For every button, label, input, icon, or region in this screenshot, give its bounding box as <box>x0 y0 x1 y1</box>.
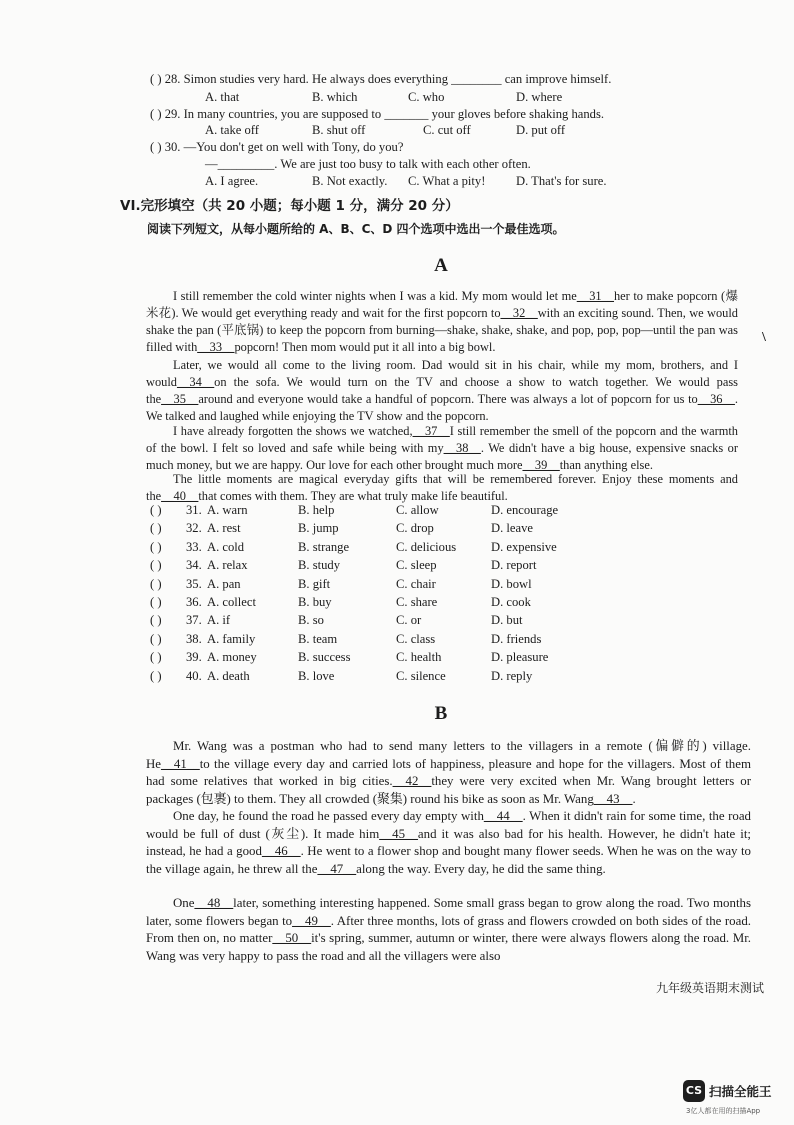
option-c[interactable]: C. or <box>396 613 422 628</box>
blank-33[interactable]: __33__ <box>197 339 235 354</box>
option-b[interactable]: B. gift <box>298 576 331 591</box>
option-d[interactable]: D. where <box>516 90 563 104</box>
question-number: 34. <box>186 558 202 573</box>
option-a[interactable]: A. take off <box>205 123 259 137</box>
option-b[interactable]: B. buy <box>298 594 332 609</box>
question-number: 28. <box>164 72 181 86</box>
question-number: 31. <box>186 503 202 517</box>
option-d[interactable]: D. leave <box>491 521 533 536</box>
option-b[interactable]: B. success <box>298 650 351 665</box>
blank-46[interactable]: __46__ <box>261 844 301 859</box>
question-number: 36. <box>186 594 202 609</box>
question-stem: Simon studies very hard. He always does everything ________ can improve himself. <box>183 72 612 86</box>
passage-b-paragraph-1: Mr. Wang was a postman who had to send many letters to the villagers in a remote (偏僻的) village. He__41__to the village every day and carried lots of happiness, pleasure and hope for the villagers. Most of them had some relatives that worked in big cities.__42__they were very excited when Mr. Wang brought letters or packages (包裹) to them. They all crowded (聚集) round his bike as soon as Mr. Wang__43__. <box>146 739 751 806</box>
question-number: 37. <box>186 613 202 628</box>
question-number: 32. <box>186 521 202 536</box>
answer-paren[interactable]: ( ) <box>150 503 162 517</box>
option-a[interactable]: A. money <box>207 650 257 665</box>
option-a[interactable]: A. if <box>207 613 231 628</box>
option-b[interactable]: B. shut off <box>312 123 366 137</box>
answer-paren[interactable]: ( ) <box>150 576 162 591</box>
option-a[interactable]: A. warn <box>207 503 248 517</box>
option-c[interactable]: C. health <box>396 650 442 665</box>
answer-paren[interactable]: ( ) <box>150 631 162 646</box>
choice-row-31 <box>150 503 610 521</box>
blank-43[interactable]: __43__ <box>593 791 633 806</box>
passage-a-paragraph-1: I still remember the cold winter nights when I was a kid. My mom would let me__31__her to make popcorn (爆米花). We would get everything ready and wait for the first popcorn to__32__with an exciting sound. Then, we would shake the pan (平底锅) to keep the popcorn from burning—shake, shake, shake, and pop, pop, pop—until the pan was filled with__33__popcorn! Then mom would put it all into a big bowl. <box>146 289 738 354</box>
answer-paren[interactable]: ( ) <box>150 668 162 683</box>
option-a[interactable]: A. family <box>207 631 256 646</box>
choice-row-34 <box>150 558 610 576</box>
question-number: 29. <box>164 107 181 121</box>
passage-b-paragraph-2: One day, he found the road he passed every day empty with__44__. When it didn't rain for some time, the road would be full of dust (灰尘). It made him__45__and it was also bad for his health. However, he didn't hate it; instead, he had a good__46__. He went to a flower shop and bought many flower seeds. When he was on the way to the village again, he threw all the__47__along the way. Every day, he did the same thing. <box>146 809 751 876</box>
option-c[interactable]: C. share <box>396 594 438 609</box>
blank-38[interactable]: __38__ <box>443 440 481 455</box>
option-a[interactable]: A. rest <box>207 521 241 536</box>
question-stem: In many countries, you are supposed to _______ your gloves before shaking hands. <box>183 107 605 121</box>
cloze-choices <box>150 503 610 687</box>
question-number: 40. <box>186 668 202 683</box>
passage-a-paragraph-2: Later, we would all come to the living room. Dad would sit in his chair, while my mom, brothers, and I would__34__on the sofa. We would turn on the TV and choose a show to watch together. We would pass the__35__around and everyone would take a handful of popcorn. There was always a lot of popcorn for us to__36__. We talked and laughed while enjoying the TV show and the popcorn. <box>146 358 738 423</box>
answer-paren[interactable]: ( ) <box>150 107 162 121</box>
question-number: 30. <box>164 140 181 154</box>
option-c[interactable]: C. chair <box>396 576 436 591</box>
question-number: 33. <box>186 539 202 554</box>
option-b[interactable]: B. team <box>298 631 338 646</box>
blank-47[interactable]: __47__ <box>317 861 357 876</box>
answer-paren[interactable]: ( ) <box>150 613 162 628</box>
option-b[interactable]: B. help <box>298 503 335 517</box>
question-number: 38. <box>186 631 202 646</box>
option-a[interactable]: A. I agree. <box>205 174 259 188</box>
choice-row-37 <box>150 613 610 631</box>
blank-31[interactable]: __31__ <box>576 289 614 303</box>
answer-paren[interactable]: ( ) <box>150 140 162 154</box>
option-a[interactable]: A. collect <box>207 594 256 609</box>
option-c[interactable]: C. who <box>408 90 445 104</box>
option-b[interactable]: B. Not exactly. <box>312 174 388 188</box>
blank-40[interactable]: __40__ <box>161 488 199 503</box>
blank-48[interactable]: __48__ <box>194 896 234 910</box>
blank-35[interactable]: __35__ <box>161 391 199 406</box>
passage-a-letter: A <box>434 255 448 276</box>
choice-row-36 <box>150 595 610 613</box>
question-number: 35. <box>186 576 202 591</box>
choice-row-32 <box>150 521 610 539</box>
blank-37[interactable]: __37__ <box>412 424 450 438</box>
option-d[interactable]: D. That's for sure. <box>516 174 607 188</box>
option-a[interactable]: A. that <box>205 90 240 104</box>
question-number: 39. <box>186 650 202 665</box>
blank-32[interactable]: __32__ <box>500 305 538 320</box>
page-footer: 九年级英语期末测试 <box>655 981 764 995</box>
answer-paren[interactable]: ( ) <box>150 72 162 86</box>
passage-b-paragraph-3: One__48__later, something interesting happened. Some small grass began to grow along the road. Two months later, some flowers began to__49__. After three months, lots of grass and flowers crowded on both sides of the road. From then on, no matter__50__it's spring, summer, autumn or winter, there were always flowers along the road. Mr. Wang was very happy to pass the road and all the villagers were also <box>146 896 752 963</box>
blank-41[interactable]: __41__ <box>161 756 200 771</box>
option-b[interactable]: B. love <box>298 668 335 683</box>
blank-44[interactable]: __44__ <box>483 809 523 823</box>
option-a[interactable]: A. cold <box>207 539 245 554</box>
choice-row-38 <box>150 632 610 650</box>
option-c[interactable]: C. delicious <box>396 539 457 554</box>
option-d[interactable]: D. friends <box>491 631 542 646</box>
option-b[interactable]: B. so <box>298 613 324 628</box>
option-c[interactable]: C. class <box>396 631 436 646</box>
section-title: VI.完形填空（共 20 小题；每小题 1 分，满分 20 分） <box>120 198 459 214</box>
option-d[interactable]: D. cook <box>491 594 531 609</box>
option-d[interactable]: D. but <box>491 613 523 628</box>
option-b[interactable]: B. jump <box>298 521 339 536</box>
blank-42[interactable]: __42__ <box>392 774 432 789</box>
option-d[interactable]: D. encourage <box>491 503 559 517</box>
option-c[interactable]: C. sleep <box>396 558 437 573</box>
option-c[interactable]: C. cut off <box>423 123 471 137</box>
blank-36[interactable]: __36__ <box>697 391 735 406</box>
option-d[interactable]: D. bowl <box>491 576 532 591</box>
blank-34[interactable]: __34__ <box>176 374 215 389</box>
choice-row-35 <box>150 577 610 595</box>
answer-paren[interactable]: ( ) <box>150 539 162 554</box>
choice-row-39 <box>150 650 610 668</box>
question-stem: —You don't get on well with Tony, do you? <box>183 140 404 154</box>
choice-row-40 <box>150 669 610 687</box>
option-d[interactable]: D. reply <box>491 668 533 683</box>
passage-a-paragraph-4: The little moments are magical everyday gifts that will be remembered forever. Enjoy these moments and the__40__that comes with them. They are what truly make life beautiful. <box>146 472 738 503</box>
option-c[interactable]: C. allow <box>396 503 439 517</box>
option-a[interactable]: A. death <box>207 668 250 683</box>
option-a[interactable]: A. pan <box>207 576 241 591</box>
option-a[interactable]: A. relax <box>207 558 248 573</box>
passage-b-letter: B <box>434 703 448 724</box>
choice-row-33 <box>150 540 610 558</box>
option-d[interactable]: D. expensive <box>491 539 557 554</box>
stray-mark: \ <box>762 330 766 345</box>
option-d[interactable]: D. put off <box>516 123 566 137</box>
camscanner-logo-icon: CS <box>683 1080 705 1102</box>
option-d[interactable]: D. pleasure <box>491 650 549 665</box>
section-instruction: 阅读下列短文，从每小题所给的 A、B、C、D 四个选项中选出一个最佳选项。 <box>147 222 565 236</box>
blank-50[interactable]: __50__ <box>272 931 312 946</box>
option-d[interactable]: D. report <box>491 558 537 573</box>
passage-a-paragraph-3: I have already forgotten the shows we watched,__37__I still remember the smell of the popcorn and the warmth of the bowl. I felt so loved and safe while being with my__38__. We didn't have a big house, expensive snacks or much money, but we are happy. Our love for each other brought much more__39__than anything else. <box>146 424 738 472</box>
question-stem-line-2: —_________. We are just too busy to talk with each other often. <box>205 157 531 171</box>
answer-paren[interactable]: ( ) <box>150 558 162 573</box>
blank-45[interactable]: __45__ <box>379 826 418 841</box>
scanner-app-name: 扫描全能王 <box>709 1084 772 1099</box>
option-c[interactable]: C. What a pity! <box>408 174 486 188</box>
option-b[interactable]: B. strange <box>298 539 350 554</box>
answer-paren[interactable]: ( ) <box>150 650 162 665</box>
option-b[interactable]: B. study <box>298 558 340 573</box>
answer-paren[interactable]: ( ) <box>150 521 162 536</box>
blank-39[interactable]: __39__ <box>522 457 560 472</box>
blank-49[interactable]: __49__ <box>292 913 331 928</box>
scanner-slogan: 3亿人都在用的扫描App <box>686 1107 761 1115</box>
option-b[interactable]: B. which <box>312 90 358 104</box>
answer-paren[interactable]: ( ) <box>150 594 162 609</box>
option-c[interactable]: C. drop <box>396 521 434 536</box>
option-c[interactable]: C. silence <box>396 668 446 683</box>
